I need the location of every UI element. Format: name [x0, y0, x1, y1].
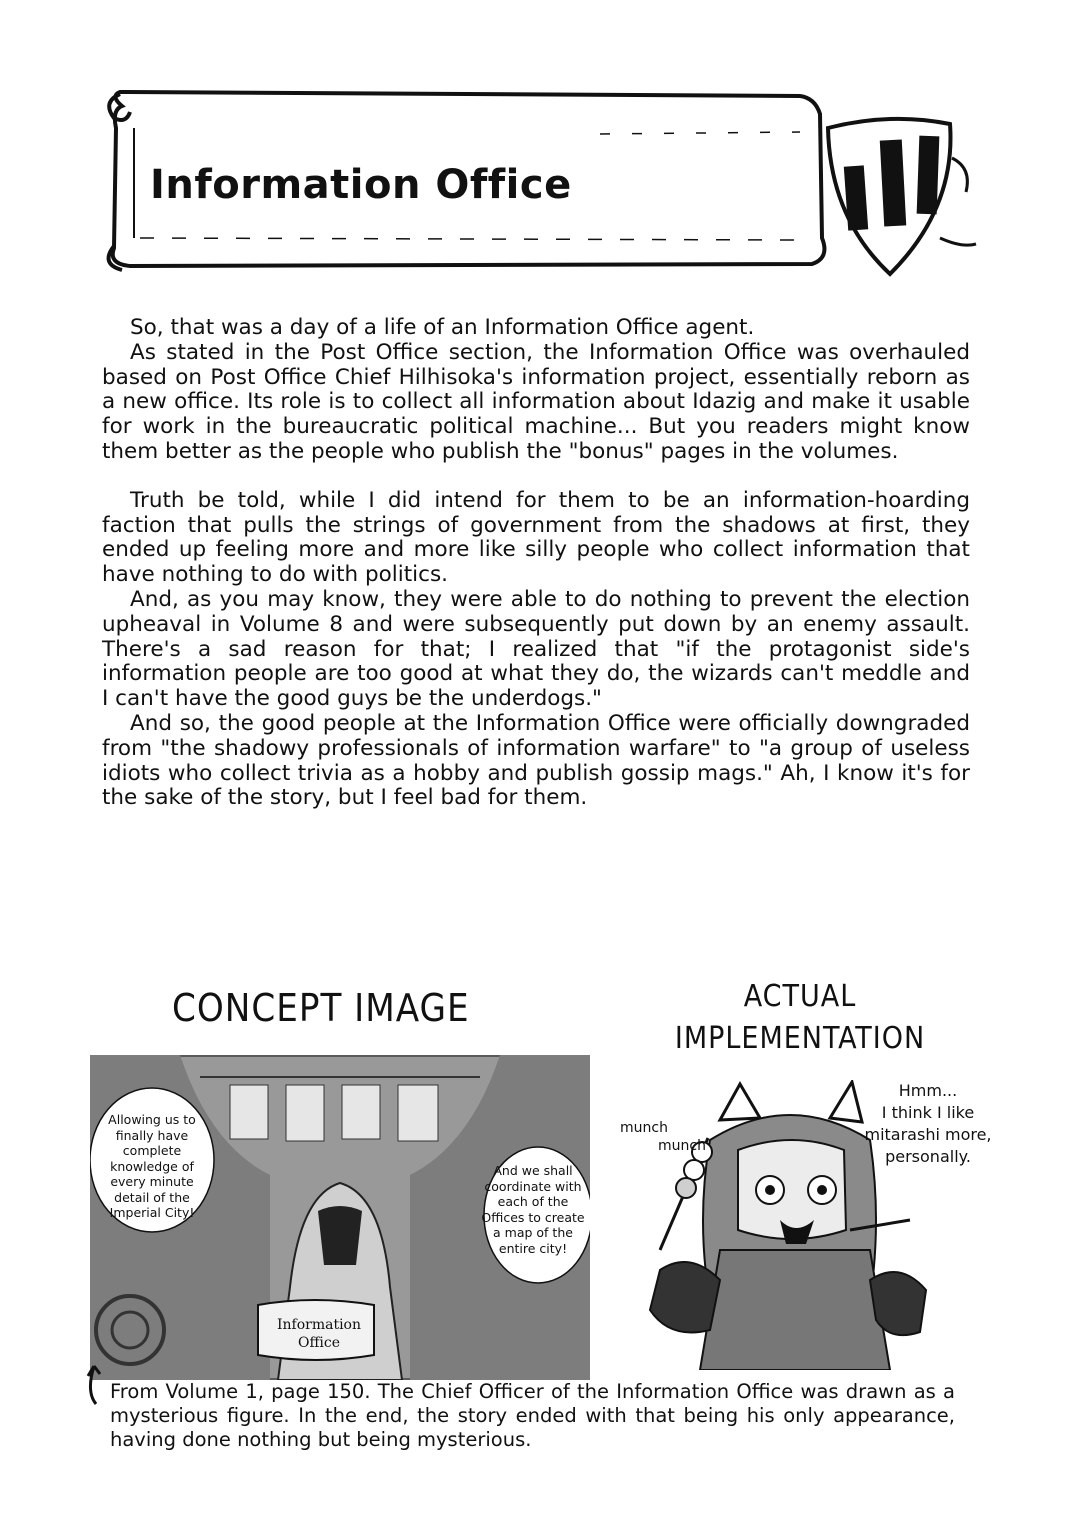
sign-line: Information — [276, 1317, 362, 1333]
concept-bubble-right: And we shall coordinate with each of the Offices to create a map of the entire city! — [481, 1163, 585, 1256]
thought-line: I think I like — [881, 1103, 975, 1122]
pinned-paper — [398, 1085, 438, 1141]
concept-heading: CONCEPT IMAGE — [172, 986, 470, 1030]
paragraph: And so, the good people at the Information Office were officially downgraded from "the shadowy professionals of information warfare" to "a group of useless idiots who collect trivia as a hobby and publish gossip mags." Ah, I know it's for the sake of the story, but I feel bad for them. — [102, 710, 970, 811]
dango-ball — [676, 1178, 696, 1198]
thought-line: mitarashi more, — [864, 1125, 992, 1144]
munch-sound: munch — [658, 1138, 706, 1154]
shield-bar-3 — [917, 136, 940, 215]
paragraph: As stated in the Post Office section, the Information Office was overhauled based on Post Office Chief Hilhisoka's information project, essentially reborn as a new office. Its role is to collect all information about Idazig and make it usable for work in the bureaucratic political machine... But you readers might know them better as the people who publish the "bonus" pages in the volumes. — [102, 339, 970, 464]
shield-bar-2 — [880, 139, 906, 226]
pinned-paper — [342, 1085, 380, 1139]
up-arrow-icon — [84, 1362, 104, 1406]
body-text — [102, 316, 970, 811]
dango-ball — [684, 1160, 704, 1180]
munch-sound: munch — [620, 1120, 668, 1136]
thought-line: personally. — [885, 1147, 971, 1166]
information-office-sign — [268, 1316, 370, 1352]
figure-caption: From Volume 1, page 150. The Chief Officer of the Information Office was drawn as a mysterious figure. In the end, the story ended with that being his only appearance, having done nothing but being mysterious. — [110, 1380, 955, 1451]
actual-heading-line: IMPLEMENTATION — [674, 1021, 926, 1056]
sign-line: Office — [297, 1335, 341, 1351]
page-title: Information Office — [150, 162, 572, 208]
actual-heading — [650, 976, 950, 1060]
character-thought — [848, 1080, 1008, 1168]
paragraph: So, that was a day of a life of an Information Office agent. — [130, 315, 755, 340]
pinned-paper — [230, 1085, 268, 1139]
thought-line: Hmm... — [898, 1081, 958, 1100]
paragraph: And, as you may know, they were able to do nothing to prevent the election upheaval in Volume 8 and were subsequently put down by an enemy assault. There's a sad reason for that; I realized that "if the protagonist side's information people are too good at what they do, the wizards can't meddle and I can't have the good guys be the underdogs." — [102, 586, 970, 712]
concept-bubble-left: Allowing us to finally have complete knowledge of every minute detail of the Imperial City! — [108, 1112, 196, 1220]
pinned-paper — [286, 1085, 324, 1141]
actual-heading-line: ACTUAL — [743, 979, 857, 1014]
paragraph: Truth be told, while I did intend for them to be an information-hoarding faction that pulls the strings of government from the shadows at first, they ended up feeling more and more like silly people who collect information that have nothing to do with politics. — [102, 487, 970, 588]
